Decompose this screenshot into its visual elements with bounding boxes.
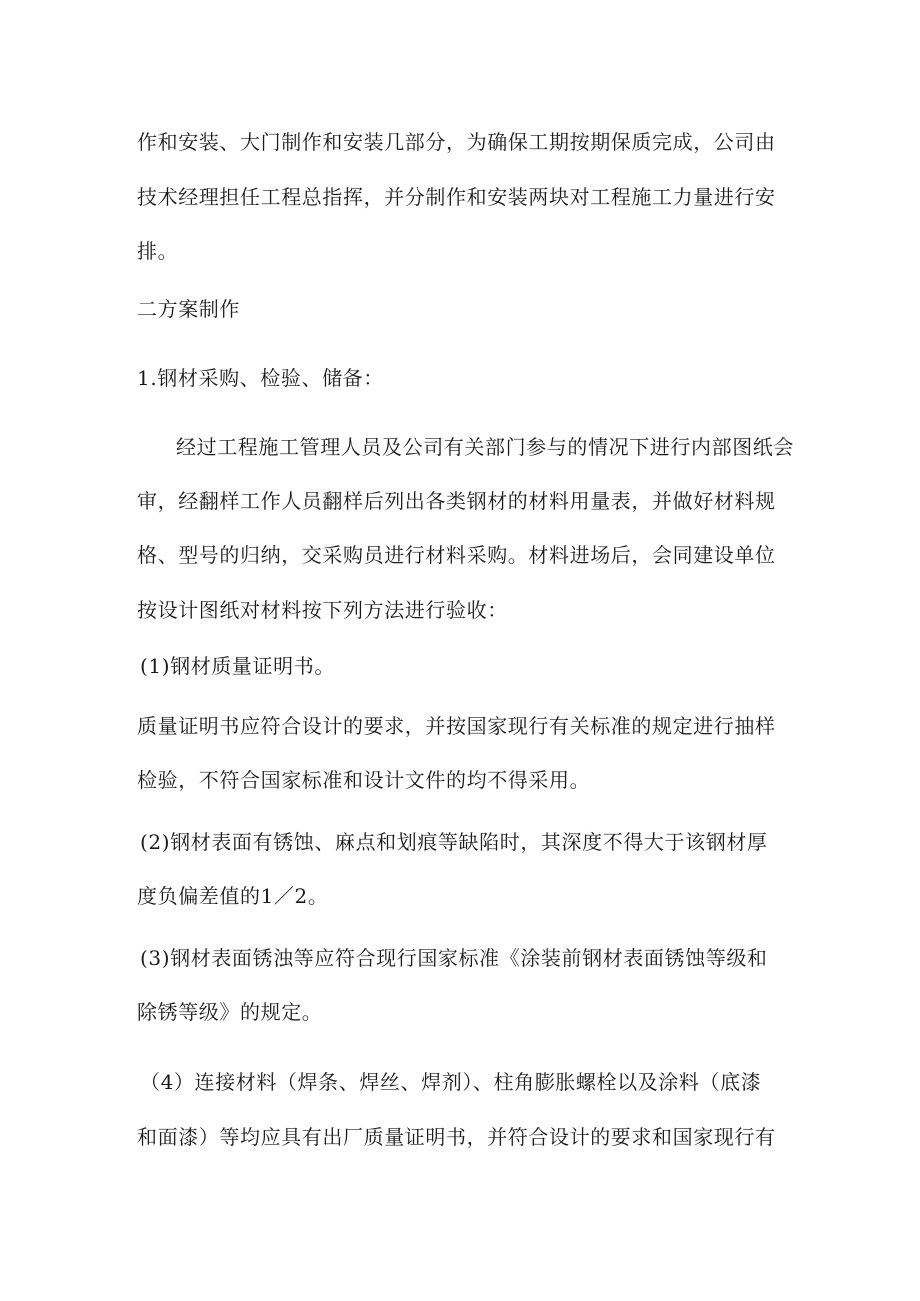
paragraph-line-2: 审，经翻样工作人员翻样后列出各类钢材的材料用量表，并做好材料规	[137, 489, 776, 513]
item-1-detail-line-2: 检验，不符合国家标准和设计文件的均不得采用。	[137, 768, 591, 792]
intro-line-2: 技术经理担任工程总指挥，并分制作和安装两块对工程施工力量进行安	[137, 185, 776, 209]
item-1-detail-line-1: 质量证明书应符合设计的要求，并按国家现行有关标准的规定进行抽样	[137, 714, 776, 738]
intro-line-1: 作和安装、大门制作和安装几部分，为确保工期按期保质完成，公司由	[137, 130, 776, 154]
subsection-heading: 1.钢材采购、检验、储备：	[137, 366, 384, 390]
item-4-line-2: 和面漆）等均应具有出厂质量证明书，并符合设计的要求和国家现行有	[137, 1125, 776, 1149]
item-2-line-2: 度负偏差值的1／2。	[137, 884, 329, 908]
section-heading: 二方案制作	[137, 297, 240, 321]
item-2-line-1: (2)钢材表面有锈蚀、麻点和划痕等缺陷时，其深度不得大于该钢材厚	[140, 830, 768, 854]
paragraph-line-1: 经过工程施工管理人员及公司有关部门参与的情况下进行内部图纸会	[176, 435, 794, 459]
item-3-line-1: (3)钢材表面锈浊等应符合现行国家标准《涂装前钢材表面锈蚀等级和	[140, 946, 768, 970]
item-1-heading: (1)钢材质量证明书。	[140, 654, 335, 678]
item-4-line-1: （4）连接材料（焊条、焊丝、焊剂）、柱角膨胀螺栓以及涂料（底漆	[140, 1070, 762, 1094]
intro-line-3: 排。	[137, 239, 179, 263]
paragraph-line-4: 按设计图纸对材料按下列方法进行验收：	[137, 598, 508, 622]
item-3-line-2: 除锈等级》的规定。	[137, 1000, 323, 1024]
paragraph-line-3: 格、型号的归纳，交采购员进行材料采购。材料进场后，会同建设单位	[137, 543, 776, 567]
